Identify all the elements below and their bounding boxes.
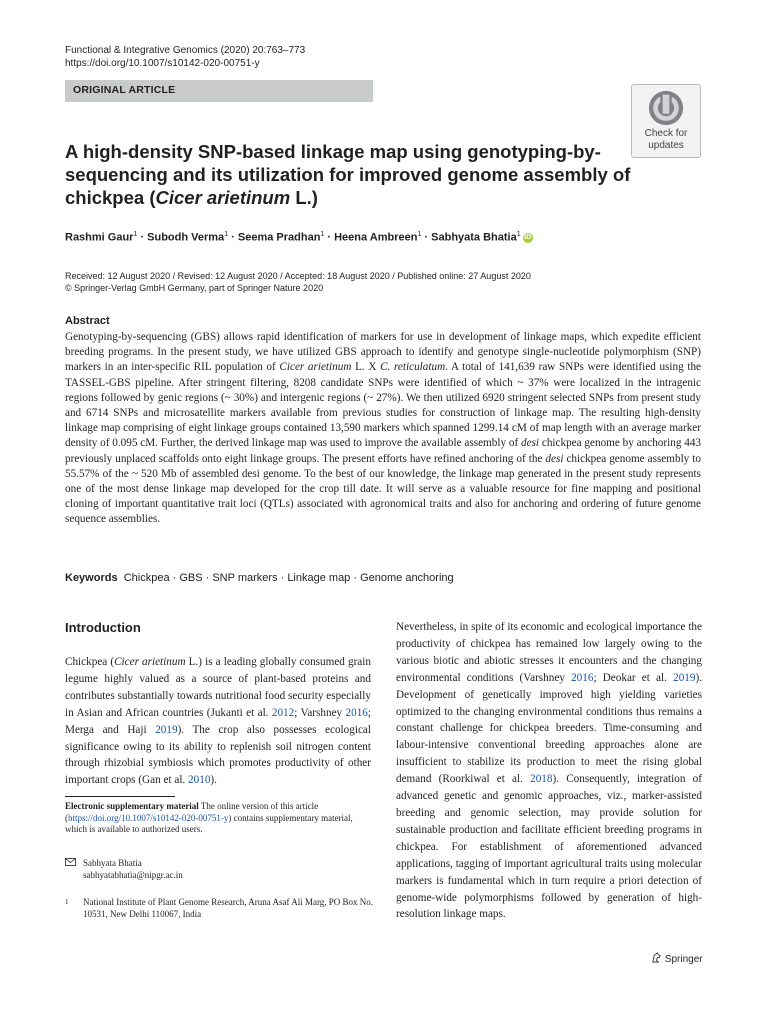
corresponding-author: Sabhyata Bhatia (83, 858, 142, 868)
author-name[interactable]: Seema Pradhan (237, 231, 321, 244)
citation-link[interactable]: 2018 (530, 773, 553, 786)
title-text-end: L.) (290, 187, 318, 208)
affiliation (65, 896, 375, 920)
author-affil: 1 (320, 231, 325, 238)
springer-horse-icon (651, 952, 662, 963)
article-type-bar (65, 80, 373, 102)
publisher-name: Springer (664, 954, 703, 965)
abstract-italic: desi (545, 452, 564, 465)
body-text: ). The crop also possesses ecological significance owing to its ability to replenish soil nitrogen content through rhizobial symbiosis which promotes productivity of other important crops (Gan et al. (65, 723, 371, 787)
correspondence (65, 857, 183, 881)
body-species: Cicer arietinum (114, 656, 186, 668)
author-affil: 1 (516, 231, 521, 238)
affiliation-text: National Institute of Plant Genome Research, Aruna Asaf Ali Marg, PO Box No. 10531, New Delhi 110067, India (83, 897, 374, 919)
abstract-heading: Abstract (65, 315, 110, 327)
abstract-italic: desi (521, 437, 540, 450)
esm-label: Electronic supplementary material (65, 801, 199, 811)
crossmark-icon (647, 89, 685, 127)
esm-url-link[interactable]: https://doi.org/10.1007/s10142-020-00751-y (68, 812, 229, 823)
abstract-text: Genotyping-by-sequencing (GBS) allows rapid identification of markers for use in development of linkage maps, which expedite efficient breeding programs. In the present study, we have utilized GBS approach to identify and genotype single-nucleotide polymorphism (SNP) markers in an inter-specific RIL population of (65, 331, 701, 374)
body-text: L.) is a leading globally consumed grain legume highly valued as a source of plant-based proteins and contributes substantially towards nutritional food security especially in Asian and African countries (Jukanti et al. (65, 656, 371, 719)
supplementary-note (65, 801, 371, 836)
doi-link[interactable]: https://doi.org/10.1007/s10142-020-00751-y (65, 58, 260, 69)
orcid-icon[interactable]: iD (524, 233, 532, 241)
article-history (65, 270, 531, 294)
envelope-icon (65, 857, 83, 869)
abstract-body (65, 330, 701, 528)
author-name[interactable]: Sabhyata Bhatia (431, 231, 517, 244)
citation-link[interactable]: 2016 (571, 671, 594, 684)
affiliation-number: 1 (65, 898, 69, 906)
author-affil: 1 (133, 231, 138, 238)
body-text: ; Merga and Haji (65, 706, 371, 736)
introduction-heading: Introduction (65, 620, 141, 635)
author-affil: 1 (224, 231, 229, 238)
author-name[interactable]: Rashmi Gaur (65, 231, 134, 244)
author-list: Rashmi Gaur$^1$ · Subodh Verma$^1$ · Seema Pradhan$^1$ · Heena Ambreen$^1$ · Sabhyata Bhatia$^1$ iD (65, 231, 532, 244)
citation-link[interactable]: 2016 (345, 706, 368, 719)
keywords (65, 572, 454, 584)
springer-logo (651, 952, 703, 965)
footnote-divider (65, 796, 175, 797)
article-type: ORIGINAL ARTICLE (73, 84, 176, 96)
title-text: A high-density SNP-based linkage map using genotyping-by-sequencing and its utilization for improved genome assembly of chickpea ( (65, 141, 631, 208)
abstract-text: . A total of 141,639 raw SNPs were identified using the TASSEL-GBS pipeline. After stringent filtering, 8208 candidate SNPs were identified of which ~ 37% were localized in the intragenic regions followed by genic regions (~ 30%) and intergenic regions (~ 27%). We then utilized 6920 stringent selected SNPs from present study and 6714 SNPs and microsatellite markers available from previous studies for construction of linkage map. The resulting high-density linkage map comprising of eight linkage groups contained 13,590 markers which spanned 1299.14 cM of map length with an average marker density of 0.095 cM. Further, the derived linkage map was used to improve the available assembly of (65, 361, 702, 450)
abstract-species: Cicer arietinum (279, 361, 352, 374)
abstract-species: C. reticulatum (380, 361, 446, 374)
body-text: Chickpea ( (65, 656, 115, 668)
abstract-text: chickpea genome assembly to 55.57% of the ~ 520 Mb of assembled desi genome. To the best of our knowledge, the linkage map generated in the present study represents one of the most dense linkage map developed for the crop till date. It will serve as a valuable resource for fine mapping and positional cloning of important quantitative trait loci (QTLs) associated with agronomical traits and also for anchoring and ordering of future genome sequence assemblies. (65, 452, 701, 526)
body-text: ). Development of genetically improved high yielding varieties optimized to the changing environmental conditions thus remains a constant challenge for chickpea breeders. Time-consuming and labour-intensive conventional breeding approaches alone are insufficient to stabilize its production to meet the rising global demand (Roorkiwal et al. (396, 671, 702, 786)
body-text: ). Consequently, integration of advanced genetic and genomic approaches, viz., marker-assisted breeding and genomic selection, may provide solution for sustainable production and facilitate efficient breeding programs in chickpea. For establishment of aforementioned advanced applications, tagging of important agricultural traits using molecular markers is fundamental which in turn require a priori detection of genome-wide polymorphisms followed by generation of high-resolution linkage maps. (396, 773, 702, 921)
author-affil: 1 (417, 231, 422, 238)
keywords-label: Keywords (65, 572, 118, 584)
body-text: ; Deokar et al. (593, 671, 674, 684)
body-text: ; Varshney (294, 706, 346, 719)
esm-text: The online version of this article ( (65, 801, 319, 823)
introduction-left-column (65, 654, 371, 789)
author-name[interactable]: Subodh Verma (147, 231, 225, 244)
article-title (65, 140, 645, 209)
citation-link[interactable]: 2019 (155, 723, 178, 736)
body-text: ). (210, 774, 217, 787)
copyright-line: © Springer-Verlag GmbH Germany, part of Springer Nature 2020 (65, 283, 324, 293)
citation-link[interactable]: 2010 (188, 774, 211, 787)
journal-header (65, 44, 305, 70)
check-updates-line2: updates (648, 140, 684, 151)
keywords-list: Chickpea · GBS · SNP markers · Linkage map · Genome anchoring (123, 572, 454, 584)
author-name[interactable]: Heena Ambreen (334, 231, 418, 244)
esm-text: ) contains supplementary material, which is available to authorized users. (65, 812, 353, 834)
abstract-text: chickpea genome by anchoring 443 previously unplaced scaffolds onto eight linkage groups. The present efforts have refined anchoring of the (65, 437, 702, 465)
abstract-text: L. X (351, 361, 381, 374)
introduction-right-column (396, 619, 702, 923)
dates-line: Received: 12 August 2020 / Revised: 12 August 2020 / Accepted: 18 August 2020 / Published online: 27 August 2020 (65, 271, 531, 281)
corresponding-email[interactable]: sabhyatabhatia@nipgr.ac.in (83, 870, 183, 880)
title-species: Cicer arietinum (155, 187, 291, 208)
body-text: Nevertheless, in spite of its economic and ecological importance the productivity of chickpea has remained low largely owing to the various biotic and abiotic stresses it encounters and the changing environmental conditions (Varshney (396, 621, 702, 684)
citation-link[interactable]: 2012 (271, 706, 295, 719)
check-updates-line1: Check for (644, 128, 688, 139)
citation-link[interactable]: 2019 (673, 671, 696, 684)
journal-citation: Functional & Integrative Genomics (2020) 20:763–773 (65, 45, 306, 56)
